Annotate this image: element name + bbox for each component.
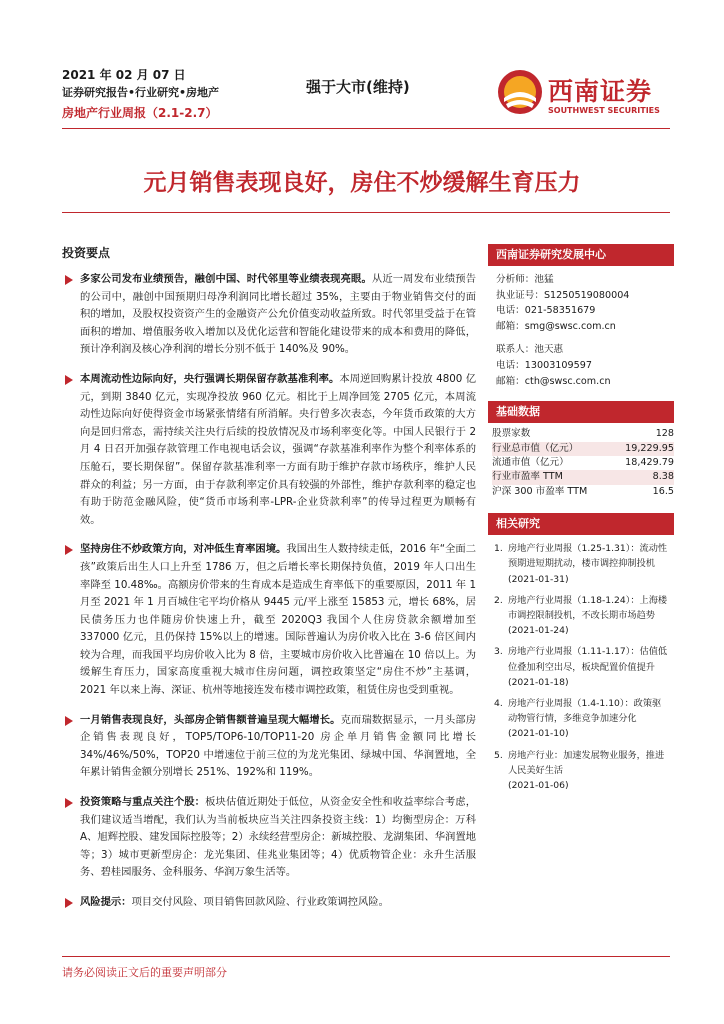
summary-list	[62, 271, 476, 912]
basic-data-value: 128	[655, 428, 674, 440]
related-date: (2021-01-18)	[508, 676, 569, 688]
basic-data-label: 行业总市值（亿元）	[492, 442, 579, 454]
header-divider	[62, 128, 670, 129]
basic-data-table	[488, 423, 674, 499]
summary-paragraph	[62, 271, 476, 359]
analyst-name: 池猛	[534, 274, 554, 285]
related-number: 5.	[494, 749, 503, 761]
related-research-item[interactable]	[494, 593, 670, 639]
analyst-email[interactable]: smg@swsc.com.cn	[524, 320, 616, 332]
summary-paragraph	[62, 371, 476, 529]
summary-lead: 投资策略与重点关注个股：	[80, 796, 206, 809]
related-date: (2021-01-31)	[508, 573, 569, 585]
basic-data-row	[492, 427, 674, 441]
summary-text: 克而瑞数据显示，一月头部房企销售表现良好，TOP5/TOP6-10/TOP11-20 房企单月销售金额同比增长 34%/46%/50%，TOP20 中增速位于前三位的为龙光集团、绿城中国、华润置地，全年累计销售金额分别增长 251%、192%和 119%。	[80, 713, 476, 779]
summary-text: 本周逆回购累计投放 4800 亿元，到期 3840 亿元，实现净投放 960 亿元。相比于上周净回笼 2705 亿元，本周流动性边际向好使得资金市场紧张情绪有所消解。央行曾多次表态，今年货币政策的大方向是回归常态，需持续关注央行后续的投放情况及市场利率变化等。中国人民银行于 2 月 4 日召开加强存款管理工作电视电话会议，强调“存款基准利率作为整个利率体系的压舱石，要长期保留”。保留存款基准利率一方面有助于维护存款市场秩序，维护人民群众的利益；另一方面，由于存款利率定价具有较强的外部性，维护存款利率的稳定也有助于防范金融风险，使“货币市场利率-LPR-企业贷款利率”的传导过程更为顺畅有效。	[80, 372, 476, 526]
basic-data-label: 沪深 300 市盈率 TTM	[492, 485, 588, 497]
related-number: 1.	[494, 543, 503, 555]
footer-divider	[62, 956, 670, 957]
summary-paragraph	[62, 894, 476, 912]
analyst-email-line: 邮箱：smg@swsc.com.cn	[496, 320, 616, 332]
report-date: 2021 年 02 月 07 日	[62, 68, 186, 82]
investment-summary	[62, 244, 476, 924]
triangle-bullet-icon	[65, 898, 73, 908]
basic-data-value: 8.38	[652, 471, 674, 483]
report-title: 元月销售表现良好，房住不炒缓解生育压力	[143, 169, 581, 196]
related-number: 2.	[494, 594, 503, 606]
summary-text: 项目交付风险、项目销售回款风险、行业政策调控风险。	[131, 896, 389, 908]
summary-text: 板块估值近期处于低位，从资金安全性和收益率综合考虑，我们建议适当增配，我们认为当前板块应当关注四条投资主线：1）均衡型房企：万科 A、旭辉控股、建发国际控股等；2）永续经营型房企：新城控股、龙湖集团、华润置地等；3）城市更新型房企：龙光集团、佳兆业集团等；4）优质物管企业：永升生活服务、碧桂园服务、金科服务、华润万象生活等。	[80, 796, 476, 879]
basic-data-row	[492, 442, 674, 456]
analyst-info	[488, 266, 674, 393]
weekly-title: 房地产行业周报（2.1-2.7）	[62, 106, 218, 120]
summary-paragraph	[62, 794, 476, 882]
related-research-item[interactable]	[494, 748, 670, 794]
related-text: 房地产行业：加速发展物业服务，推进人民美好生活	[508, 749, 665, 776]
footer-disclaimer: 请务必阅读正文后的重要声明部分	[62, 966, 227, 979]
related-date: (2021-01-24)	[508, 625, 569, 637]
contact-name-line: 联系人：池天惠	[496, 344, 564, 356]
related-number: 4.	[494, 698, 503, 710]
related-text: 房地产行业周报（1.11-1.17）：估值低位叠加利空出尽，板块配置价值提升	[508, 646, 668, 673]
related-research-item[interactable]	[494, 644, 670, 690]
triangle-bullet-icon	[65, 545, 73, 555]
basic-data-row	[492, 456, 674, 470]
basic-data-value: 18,429.79	[625, 456, 674, 468]
basic-data-row	[492, 485, 674, 499]
related-research-item[interactable]	[494, 696, 670, 742]
summary-text: 我国出生人数持续走低，2016 年“全面二孩”政策后出生人口上升至 1786 万，但之后增长率长期保持负值，2019 年人口出生率降至 10.48‰。高额房价带来的生育成本是造成生育率低下的重要原因，2011 年 1 月至 2021 年 1 月百城住宅平均价格从 9445 元/平上涨至 15853 元，增长 68%，居民债务压力也伴随房价快速上升，截至 2020Q3 我国个人住房贷款余额增加至 337000 亿元，且仍保持 15%以上的增速。国际普遍认为房价收入比在 3-6 倍区间内较为合理，而我国平均房价收入比为 8 倍，主要城市房价收入比普遍在 10 倍以上。为缓解生育压力，国家高度重视大城市住房问题，调控政策坚定“房住不炒”主基调，2021 年以来上海、深证、杭州等地接连发布楼市调控政策，租赁住房也受到重视。	[80, 543, 477, 697]
related-text: 房地产行业周报（1.4-1.10）：政策驱动物管行情，多维竞争加速分化	[508, 698, 662, 725]
triangle-bullet-icon	[65, 375, 73, 385]
summary-lead: 一月销售表现良好，头部房企销售额普遍呈现大幅增长。	[80, 713, 341, 726]
logo-wordmark: 西南证券	[548, 77, 653, 106]
related-number: 3.	[494, 646, 503, 658]
basic-data-label: 流通市值（亿元）	[492, 456, 569, 468]
basic-data-label: 行业市盈率 TTM	[492, 471, 563, 483]
basic-data-value: 16.5	[652, 485, 674, 497]
basic-data-value: 19,229.95	[625, 442, 674, 454]
contact-email-line: 邮箱：cth@swsc.com.cn	[496, 375, 611, 387]
analyst-cert-line: 执业证号：S1250519080004	[496, 289, 630, 301]
contact-phone: 13003109597	[524, 359, 592, 371]
summary-paragraph	[62, 712, 476, 782]
team-title: 西南证券研究发展中心	[488, 244, 674, 266]
related-research-list	[488, 535, 674, 793]
summary-lead: 风险提示：	[80, 896, 132, 908]
related-research-title: 相关研究	[488, 513, 674, 535]
logo-subtitle: SOUTHWEST SECURITIES	[548, 106, 660, 115]
basic-data-label: 股票家数	[492, 428, 531, 440]
summary-lead: 本周流动性边际向好，央行强调长期保留存款基准利率。	[80, 372, 340, 385]
contact-phone-line: 电话：13003109597	[496, 359, 592, 371]
triangle-bullet-icon	[65, 716, 73, 726]
triangle-bullet-icon	[65, 275, 73, 285]
analyst-cert: S1250519080004	[543, 289, 630, 301]
contact-email[interactable]: cth@swsc.com.cn	[524, 375, 611, 387]
basic-data-row	[492, 470, 674, 484]
summary-heading: 投资要点	[62, 246, 111, 260]
related-date: (2021-01-10)	[508, 728, 569, 740]
sidebar	[488, 244, 674, 799]
related-text: 房地产行业周报（1.25-1.31）：流动性预期进短期扰动，楼市调控抑制投机	[508, 543, 668, 570]
title-divider	[62, 212, 670, 213]
summary-lead: 多家公司发布业绩预告，融创中国、时代邻里等业绩表现亮眼。	[80, 273, 372, 285]
report-type: 证券研究报告•行业研究•房地产	[62, 86, 220, 99]
triangle-bullet-icon	[65, 798, 73, 808]
related-text: 房地产行业周报（1.18-1.24）：上海楼市调控限制投机，不改长期市场趋势	[508, 594, 668, 621]
contact-name: 池天惠	[534, 344, 564, 356]
summary-text: 从近一周发布业绩预告的公司中，融创中国预期归母净利润同比增长超过 35%，主要由于物业销售交付的面积的增加，及股权投资资产生的金融资产公允价值变动收益所致。时代邻里受益于在管面积的增加、增值服务收入增加以及优化运营和智能化建设带来的成本和费用的降低，预计净利润及核心净利润的增长分别不低于 140%及 90%。	[80, 273, 477, 356]
analyst-phone: 021-58351679	[524, 305, 596, 317]
related-date: (2021-01-06)	[508, 780, 569, 792]
analyst-phone-line: 电话：021-58351679	[496, 305, 596, 317]
rating: 强于大市(维持)	[306, 78, 410, 96]
summary-lead: 坚持房住不炒政策方向，对冲低生育率困境。	[80, 543, 287, 556]
basic-data-title: 基础数据	[488, 401, 674, 423]
analyst-name-line: 分析师：池猛	[496, 274, 554, 285]
related-research-item[interactable]	[494, 541, 670, 587]
logo-emblem-icon	[496, 68, 544, 116]
summary-paragraph	[62, 541, 476, 699]
